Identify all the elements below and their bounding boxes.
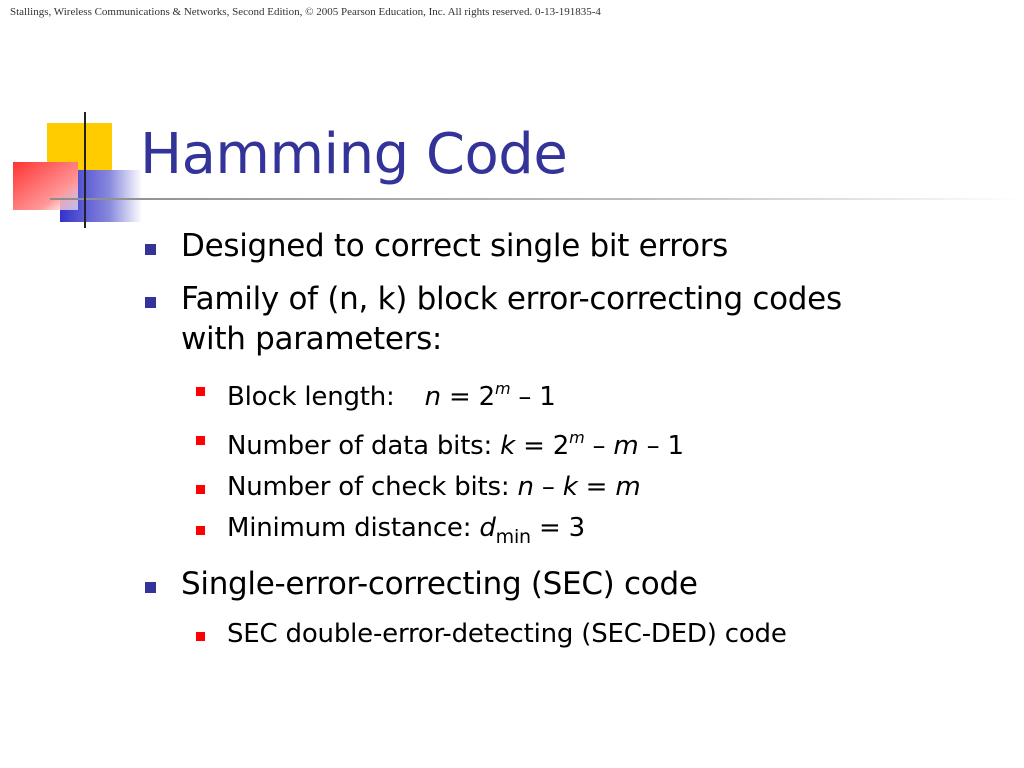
- slide-bullet-list: [0, 226, 1024, 661]
- deco-red-square: [13, 162, 78, 210]
- bullet-family: Family of (n, k) block error-correcting codes with parameters:: [0, 279, 1024, 359]
- bullet-square-icon: [145, 297, 156, 308]
- sub-bullet-square-icon: [196, 436, 205, 445]
- sub-bullet-square-icon: [196, 526, 205, 535]
- title-decoration-graphic: [0, 0, 1024, 240]
- bullet-square-icon: [145, 582, 156, 593]
- sub-bullet-sec-ded: SEC double-error-detecting (SEC-DED) code: [0, 617, 1024, 651]
- sub-bullet-square-icon: [196, 387, 205, 396]
- bullet-designed: Designed to correct single bit errors: [0, 226, 1024, 266]
- sub-bullet-square-icon: [196, 485, 205, 494]
- slide-title: Hamming Code: [140, 122, 568, 187]
- header-copyright-note: Stallings, Wireless Communications & Networks, Second Edition, © 2005 Pearson Education, Inc. All rights reserved. 0-13-191835-4: [10, 6, 601, 18]
- bullet-square-icon: [145, 244, 156, 255]
- sub-bullet-check-bits: Number of check bits: n – k = m: [0, 470, 1024, 504]
- bullet-sec-code: Single-error-correcting (SEC) code: [0, 564, 1024, 604]
- sub-bullet-square-icon: [196, 632, 205, 641]
- sub-bullet-min-distance: Minimum distance: $d_{min} = 3$: [0, 511, 1024, 554]
- sub-bullet-data-bits: Number of data bits: $k = 2^m - m - 1$: [0, 421, 1024, 463]
- sub-bullet-block-length: Block length: $n = 2^m - 1$: [0, 372, 1024, 414]
- deco-horizontal-rule: [50, 198, 1024, 200]
- deco-vertical-rule: [84, 112, 86, 228]
